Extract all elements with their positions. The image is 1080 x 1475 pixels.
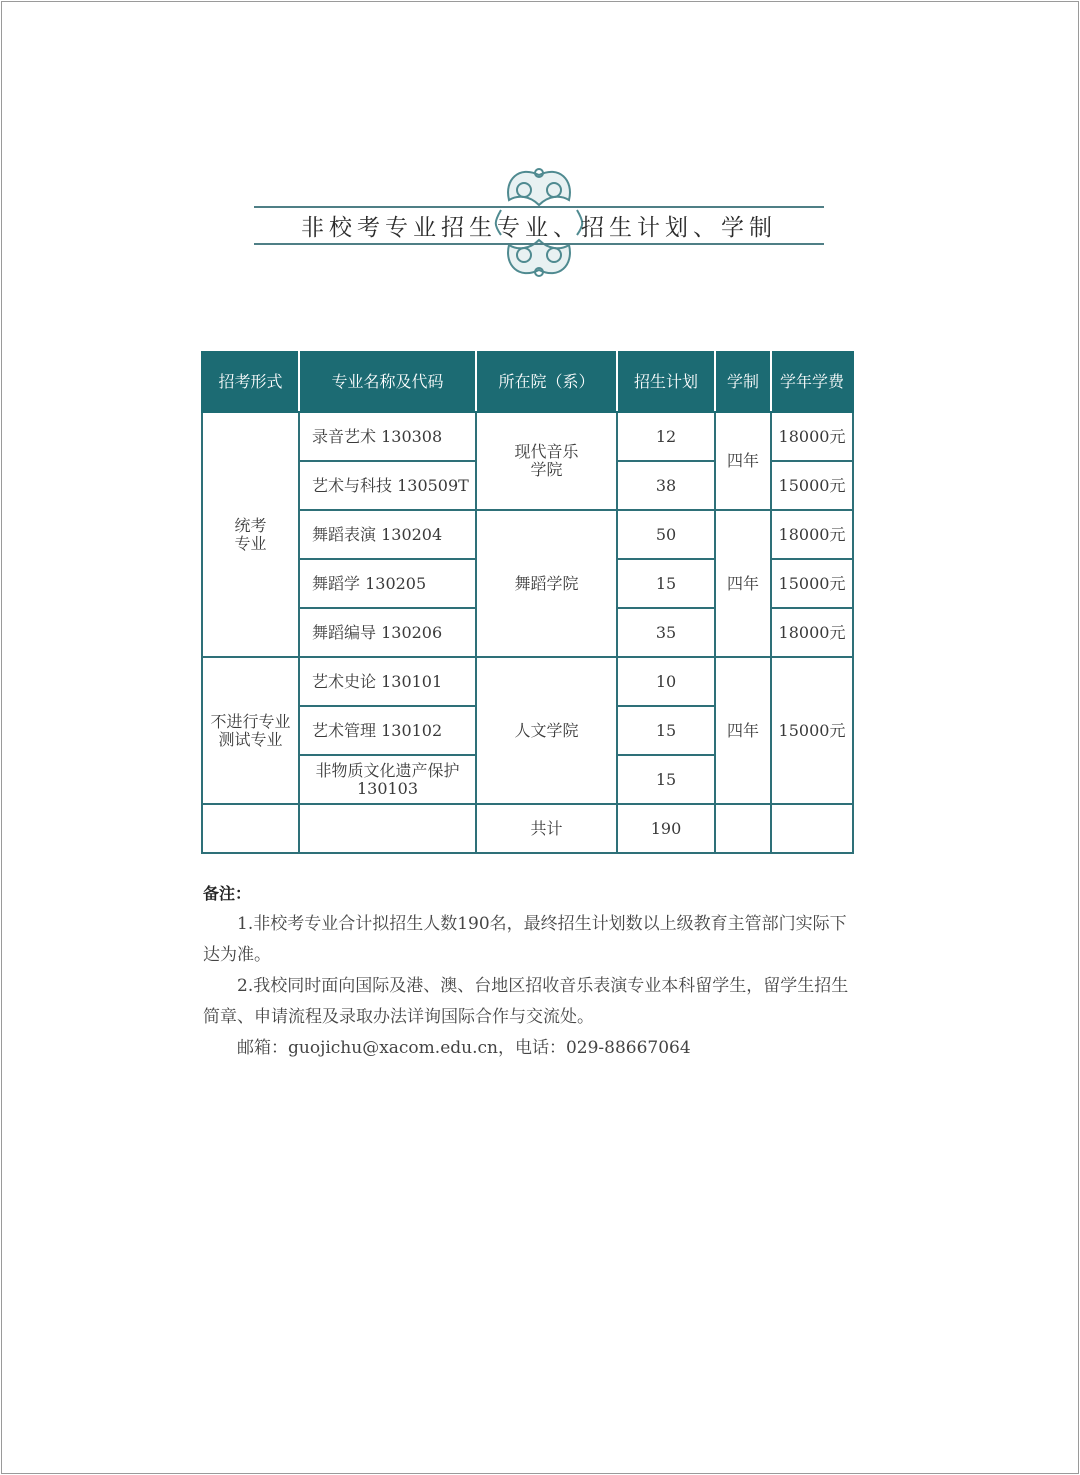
- major-cell: [299, 755, 476, 804]
- major-cell: 舞蹈表演 130204: [299, 510, 476, 559]
- plan-cell: 35: [617, 608, 715, 657]
- notes-heading: 备注：: [203, 884, 252, 903]
- header-form: 招考形式: [202, 352, 299, 412]
- empty-cell: [202, 804, 299, 853]
- table-row: [202, 510, 853, 559]
- form-label: 统考专业: [234, 515, 267, 553]
- duration-cell: 四年: [715, 412, 771, 510]
- title-rule-top: [254, 206, 824, 208]
- page-title: 非校考专业招生专业、招生计划、学制: [301, 215, 777, 241]
- fee-cell: 15000元: [771, 559, 853, 608]
- header-fee: 学年学费: [771, 352, 853, 412]
- form-cell: [202, 657, 299, 804]
- college-cell: [476, 412, 617, 510]
- total-value: 190: [617, 804, 715, 853]
- major-cell: 录音艺术 130308: [299, 412, 476, 461]
- table-row: [202, 412, 853, 461]
- major-cell: 舞蹈学 130205: [299, 559, 476, 608]
- table-row: [202, 657, 853, 706]
- header-major: 专业名称及代码: [299, 352, 476, 412]
- plan-cell: 15: [617, 755, 715, 804]
- plan-cell: 38: [617, 461, 715, 510]
- header-plan: 招生计划: [617, 352, 715, 412]
- plan-cell: 15: [617, 559, 715, 608]
- note-1: 1.非校考专业合计拟招生人数190名，最终招生计划数以上级教育主管部门实际下达为准。: [203, 914, 847, 965]
- college-label: 现代音乐学院: [514, 442, 579, 479]
- empty-cell: [299, 804, 476, 853]
- college-cell: 人文学院: [476, 657, 617, 804]
- empty-cell: [715, 804, 771, 853]
- title-rule-bottom: [254, 243, 824, 245]
- fee-cell: 15000元: [771, 461, 853, 510]
- contact-info: 邮箱：guojichu@xacom.edu.cn，电话：029-88667064: [237, 1038, 691, 1058]
- form-label: 不进行专业测试专业: [210, 711, 291, 749]
- table-header-row: [202, 352, 853, 412]
- fee-cell: 18000元: [771, 510, 853, 559]
- major-cell: 艺术史论 130101: [299, 657, 476, 706]
- form-cell: [202, 412, 299, 657]
- empty-cell: [771, 804, 853, 853]
- major-cell: 艺术管理 130102: [299, 706, 476, 755]
- duration-cell: 四年: [715, 657, 771, 804]
- college-cell: 舞蹈学院: [476, 510, 617, 657]
- major-cell: 舞蹈编导 130206: [299, 608, 476, 657]
- plan-cell: 12: [617, 412, 715, 461]
- fee-cell: 15000元: [771, 657, 853, 804]
- fee-cell: 18000元: [771, 608, 853, 657]
- section-title-banner: [254, 165, 824, 280]
- major-label: 非物质文化遗产保护 130103: [315, 760, 460, 798]
- plan-cell: 15: [617, 706, 715, 755]
- plan-cell: 10: [617, 657, 715, 706]
- notes-section: [203, 878, 853, 1064]
- major-cell: 艺术与科技 130509T: [299, 461, 476, 510]
- note-2: 2.我校同时面向国际及港、澳、台地区招收音乐表演专业本科留学生，留学生招生简章、申请流程及录取办法详询国际合作与交流处。: [203, 976, 849, 1027]
- total-label: 共计: [476, 804, 617, 853]
- plan-cell: 50: [617, 510, 715, 559]
- duration-cell: 四年: [715, 510, 771, 657]
- total-row: [202, 804, 853, 853]
- header-duration: 学制: [715, 352, 771, 412]
- header-college: 所在院（系）: [476, 352, 617, 412]
- fee-cell: 18000元: [771, 412, 853, 461]
- enrollment-table: [201, 351, 854, 854]
